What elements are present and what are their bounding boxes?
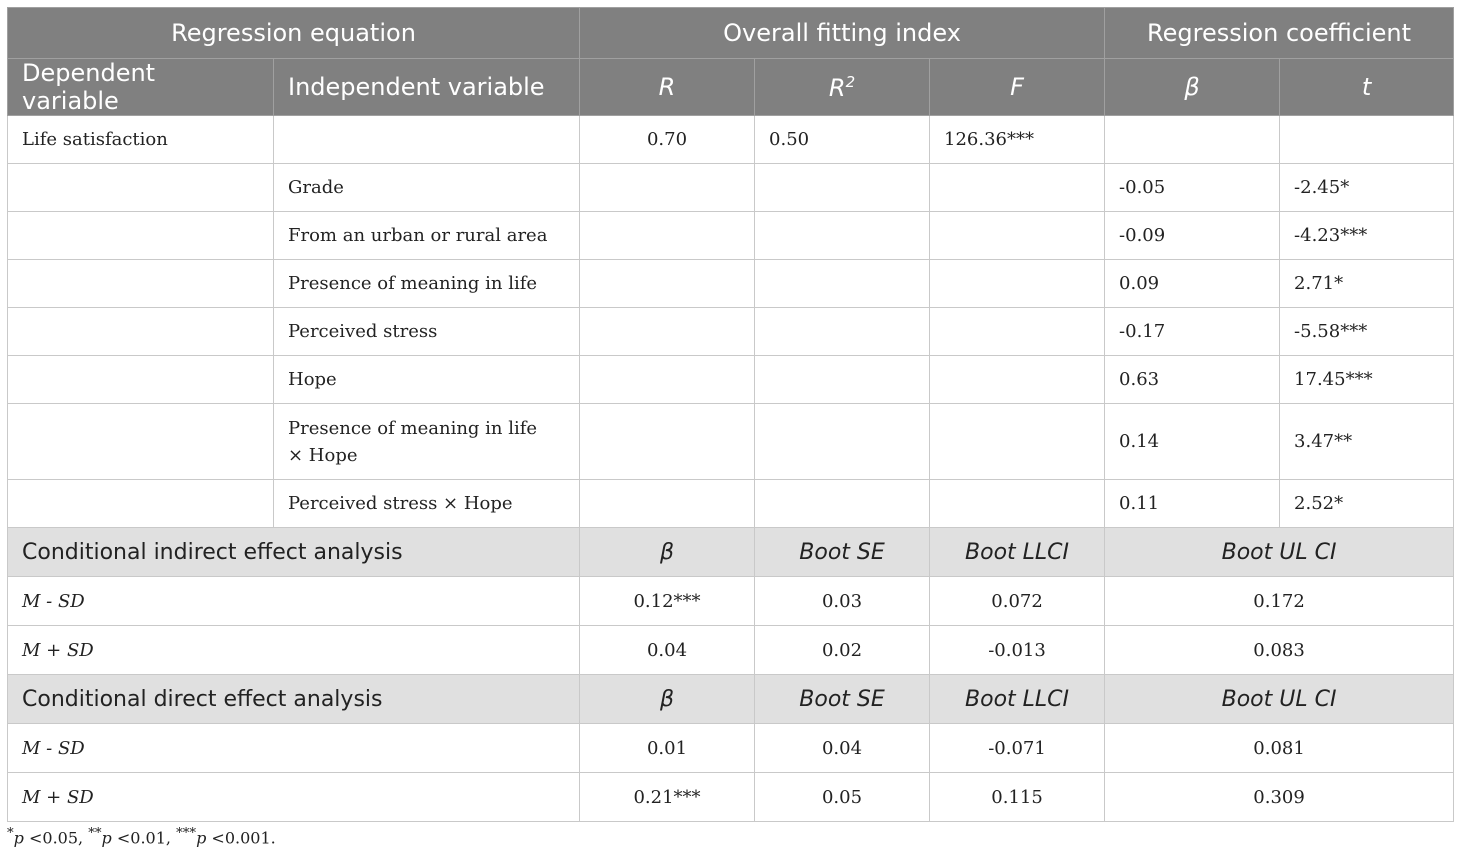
table-row <box>8 308 1454 356</box>
header-row-1 <box>8 8 1454 59</box>
indirect-col-boot-se: Boot SE <box>755 528 930 577</box>
header-dependent-variable: Dependent variable <box>8 59 274 116</box>
direct-col-boot-llci: Boot LLCI <box>930 675 1105 724</box>
direct-ulci: 0.309 <box>1105 773 1454 822</box>
direct-row-label: M - SD <box>8 724 580 773</box>
model-r2-value: 0.50 <box>755 116 930 164</box>
predictor-t: -2.45* <box>1280 164 1454 212</box>
predictor-name: Perceived stress <box>274 308 580 356</box>
empty-cell <box>930 260 1105 308</box>
dependent-variable-cell: Life satisfaction <box>8 116 274 164</box>
predictor-name: Presence of meaning in life <box>274 260 580 308</box>
direct-se: 0.04 <box>755 724 930 773</box>
predictor-beta: -0.09 <box>1105 212 1280 260</box>
empty-cell <box>930 164 1105 212</box>
predictor-name-line2: × Hope <box>288 444 358 466</box>
indirect-ulci: 0.083 <box>1105 626 1454 675</box>
indirect-row-label: M + SD <box>8 626 580 675</box>
header-beta: β <box>1105 59 1280 116</box>
empty-cell <box>1105 116 1280 164</box>
footnote-text-1: <0.05, <box>23 828 89 848</box>
header-overall-fitting-index: Overall fitting index <box>580 8 1105 59</box>
predictor-beta: -0.17 <box>1105 308 1280 356</box>
empty-cell <box>580 164 755 212</box>
indirect-header-row <box>8 528 1454 577</box>
direct-row-label: M + SD <box>8 773 580 822</box>
table-row <box>8 626 1454 675</box>
empty-cell <box>930 480 1105 528</box>
predictor-t: 17.45*** <box>1280 356 1454 404</box>
footnote-star-3: *** <box>176 826 197 841</box>
empty-cell <box>580 308 755 356</box>
predictor-t: -4.23*** <box>1280 212 1454 260</box>
regression-table <box>7 7 1454 822</box>
direct-beta: 0.01 <box>580 724 755 773</box>
empty-cell <box>755 308 930 356</box>
empty-cell <box>580 356 755 404</box>
empty-cell <box>930 356 1105 404</box>
empty-cell <box>930 212 1105 260</box>
direct-header-row <box>8 675 1454 724</box>
table-row <box>8 116 1454 164</box>
header-r: R <box>580 59 755 116</box>
direct-col-boot-ulci: Boot UL CI <box>1105 675 1454 724</box>
table-row <box>8 212 1454 260</box>
predictor-beta: 0.09 <box>1105 260 1280 308</box>
predictor-t: -5.58*** <box>1280 308 1454 356</box>
indirect-row-label: M - SD <box>8 577 580 626</box>
indirect-llci: 0.072 <box>930 577 1105 626</box>
empty-cell <box>8 480 274 528</box>
direct-llci: -0.071 <box>930 724 1105 773</box>
predictor-t: 2.71* <box>1280 260 1454 308</box>
empty-cell <box>8 260 274 308</box>
empty-cell <box>8 356 274 404</box>
header-r2-sup: 2 <box>845 72 856 91</box>
predictor-name <box>274 404 580 480</box>
direct-col-beta: β <box>580 675 755 724</box>
table-row <box>8 577 1454 626</box>
empty-cell <box>755 404 930 480</box>
direct-llci: 0.115 <box>930 773 1105 822</box>
indirect-beta: 0.04 <box>580 626 755 675</box>
footnote-p-3: p <box>196 828 207 848</box>
empty-cell <box>580 480 755 528</box>
model-f-value: 126.36*** <box>930 116 1105 164</box>
indirect-llci: -0.013 <box>930 626 1105 675</box>
predictor-t: 2.52* <box>1280 480 1454 528</box>
predictor-beta: 0.14 <box>1105 404 1280 480</box>
empty-cell <box>755 260 930 308</box>
indirect-title: Conditional indirect effect analysis <box>8 528 580 577</box>
predictor-name: Grade <box>274 164 580 212</box>
indirect-ulci: 0.172 <box>1105 577 1454 626</box>
footnote-text-2: <0.01, <box>111 828 177 848</box>
model-r-value: 0.70 <box>580 116 755 164</box>
predictor-name: From an urban or rural area <box>274 212 580 260</box>
empty-cell <box>8 404 274 480</box>
empty-cell <box>580 212 755 260</box>
table-row <box>8 260 1454 308</box>
empty-cell <box>8 164 274 212</box>
table-row <box>8 724 1454 773</box>
direct-col-boot-se: Boot SE <box>755 675 930 724</box>
predictor-name: Hope <box>274 356 580 404</box>
table-row <box>8 164 1454 212</box>
empty-cell <box>580 404 755 480</box>
direct-beta: 0.21*** <box>580 773 755 822</box>
footnote-p-1: p <box>13 828 24 848</box>
table-row <box>8 773 1454 822</box>
empty-cell <box>755 480 930 528</box>
indirect-col-beta: β <box>580 528 755 577</box>
header-t: t <box>1280 59 1454 116</box>
table-row <box>8 356 1454 404</box>
footnote-text-3: <0.001. <box>206 828 276 848</box>
indirect-col-boot-ulci: Boot UL CI <box>1105 528 1454 577</box>
predictor-beta: 0.63 <box>1105 356 1280 404</box>
header-r-squared <box>755 59 930 116</box>
predictor-name-line1: Presence of meaning in life <box>288 417 538 439</box>
footnote-star-1: * <box>7 826 14 841</box>
empty-cell <box>930 308 1105 356</box>
indirect-beta: 0.12*** <box>580 577 755 626</box>
direct-ulci: 0.081 <box>1105 724 1454 773</box>
header-f: F <box>930 59 1105 116</box>
header-regression-equation: Regression equation <box>8 8 580 59</box>
header-r2-base: R <box>828 73 846 102</box>
empty-cell <box>8 212 274 260</box>
table-row <box>8 404 1454 480</box>
table-row <box>8 480 1454 528</box>
direct-se: 0.05 <box>755 773 930 822</box>
table-footnote <box>7 826 276 847</box>
indirect-se: 0.02 <box>755 626 930 675</box>
indirect-col-boot-llci: Boot LLCI <box>930 528 1105 577</box>
footnote-star-2: ** <box>88 826 102 841</box>
predictor-beta: -0.05 <box>1105 164 1280 212</box>
predictor-t: 3.47** <box>1280 404 1454 480</box>
empty-cell <box>755 356 930 404</box>
empty-cell <box>580 260 755 308</box>
header-row-2 <box>8 59 1454 116</box>
direct-title: Conditional direct effect analysis <box>8 675 580 724</box>
header-independent-variable: Independent variable <box>274 59 580 116</box>
footnote-p-2: p <box>101 828 112 848</box>
empty-cell <box>755 164 930 212</box>
predictor-name: Perceived stress × Hope <box>274 480 580 528</box>
empty-cell <box>930 404 1105 480</box>
indirect-se: 0.03 <box>755 577 930 626</box>
empty-cell <box>755 212 930 260</box>
empty-cell <box>274 116 580 164</box>
predictor-beta: 0.11 <box>1105 480 1280 528</box>
header-regression-coefficient: Regression coefficient <box>1105 8 1454 59</box>
empty-cell <box>8 308 274 356</box>
empty-cell <box>1280 116 1454 164</box>
